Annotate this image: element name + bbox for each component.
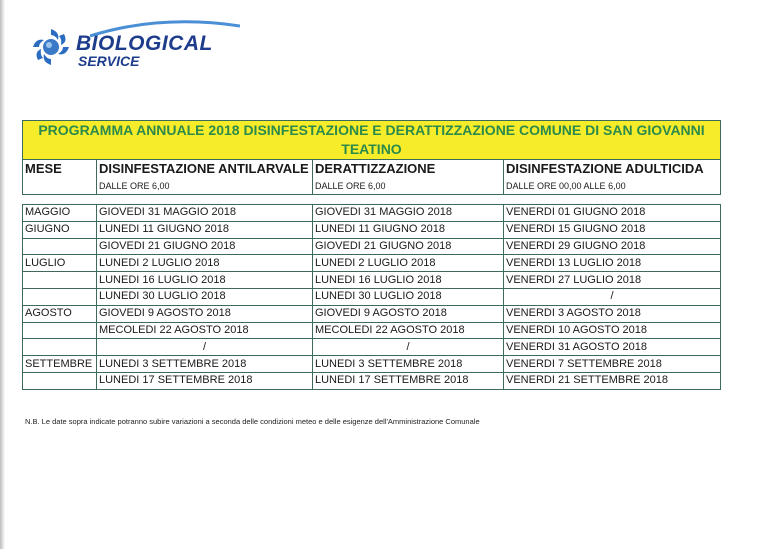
header-sub: DALLE ORE 00,00 ALLE 6,00 bbox=[506, 181, 626, 191]
cell-antilarvale: MECOLEDI 22 AGOSTO 2018 bbox=[97, 322, 313, 339]
biological-service-logo bbox=[30, 18, 230, 70]
cell-adulticida: / bbox=[504, 288, 721, 305]
cell-mese bbox=[23, 339, 97, 356]
cell-adulticida: VENERDI 27 LUGLIO 2018 bbox=[504, 272, 721, 289]
cell-antilarvale: GIOVEDI 21 GIUGNO 2018 bbox=[97, 238, 313, 255]
footnote: N.B. Le date sopra indicate potranno subire variazioni a seconda delle condizioni meteo e delle esigenze dell'Amministrazione Comunale bbox=[25, 417, 480, 426]
header-label: DISINFESTAZIONE ADULTICIDA bbox=[506, 161, 704, 176]
cell-derattizzazione: LUNEDI 2 LUGLIO 2018 bbox=[313, 255, 504, 272]
cell-derattizzazione: GIOVEDI 9 AGOSTO 2018 bbox=[313, 305, 504, 322]
table-row bbox=[23, 322, 721, 339]
cell-mese bbox=[23, 238, 97, 255]
cell-mese bbox=[23, 322, 97, 339]
swirl-logo-icon bbox=[30, 26, 72, 68]
cell-mese bbox=[23, 372, 97, 389]
cell-antilarvale: LUNEDI 2 LUGLIO 2018 bbox=[97, 255, 313, 272]
header-mese bbox=[23, 160, 97, 195]
cell-mese: SETTEMBRE bbox=[23, 356, 97, 373]
table-row bbox=[23, 255, 721, 272]
table-row bbox=[23, 339, 721, 356]
cell-adulticida: VENERDI 01 GIUGNO 2018 bbox=[504, 205, 721, 222]
cell-antilarvale: LUNEDI 11 GIUGNO 2018 bbox=[97, 221, 313, 238]
cell-derattizzazione: LUNEDI 11 GIUGNO 2018 bbox=[313, 221, 504, 238]
cell-antilarvale: GIOVEDI 31 MAGGIO 2018 bbox=[97, 205, 313, 222]
header-derattizzazione bbox=[313, 160, 504, 195]
header-antilarvale bbox=[97, 160, 313, 195]
cell-adulticida: VENERDI 29 GIUGNO 2018 bbox=[504, 238, 721, 255]
header-sub: DALLE ORE 6,00 bbox=[315, 181, 386, 191]
cell-derattizzazione: GIOVEDI 21 GIUGNO 2018 bbox=[313, 238, 504, 255]
table-title bbox=[23, 121, 721, 160]
cell-adulticida: VENERDI 21 SETTEMBRE 2018 bbox=[504, 372, 721, 389]
schedule-header-table bbox=[22, 120, 721, 195]
cell-mese: AGOSTO bbox=[23, 305, 97, 322]
logo-text-biological: BIOLOGICAL bbox=[76, 32, 213, 55]
table-row bbox=[23, 205, 721, 222]
cell-mese: LUGLIO bbox=[23, 255, 97, 272]
table-row bbox=[23, 372, 721, 389]
title-line-2: TEATINO bbox=[341, 141, 402, 157]
cell-derattizzazione: LUNEDI 16 LUGLIO 2018 bbox=[313, 272, 504, 289]
cell-mese bbox=[23, 272, 97, 289]
header-label: DISINFESTAZIONE ANTILARVALE bbox=[99, 161, 309, 176]
cell-antilarvale: LUNEDI 30 LUGLIO 2018 bbox=[97, 288, 313, 305]
cell-derattizzazione: MECOLEDI 22 AGOSTO 2018 bbox=[313, 322, 504, 339]
table-row bbox=[23, 221, 721, 238]
cell-derattizzazione: GIOVEDI 31 MAGGIO 2018 bbox=[313, 205, 504, 222]
header-label: DERATTIZZAZIONE bbox=[315, 161, 436, 176]
table-row bbox=[23, 305, 721, 322]
cell-adulticida: VENERDI 7 SETTEMBRE 2018 bbox=[504, 356, 721, 373]
header-adulticida bbox=[504, 160, 721, 195]
cell-derattizzazione: / bbox=[313, 339, 504, 356]
cell-mese: MAGGIO bbox=[23, 205, 97, 222]
schedule-table bbox=[22, 204, 721, 390]
cell-adulticida: VENERDI 15 GIUGNO 2018 bbox=[504, 221, 721, 238]
title-line-1: PROGRAMMA ANNUALE 2018 DISINFESTAZIONE E DERATTIZZAZIONE COMUNE DI SAN GIOVANNI bbox=[38, 122, 705, 138]
cell-mese bbox=[23, 288, 97, 305]
cell-antilarvale: / bbox=[97, 339, 313, 356]
scan-edge bbox=[0, 0, 5, 549]
cell-derattizzazione: LUNEDI 3 SETTEMBRE 2018 bbox=[313, 356, 504, 373]
table-row bbox=[23, 356, 721, 373]
logo-text-service: SERVICE bbox=[78, 53, 140, 69]
cell-derattizzazione: LUNEDI 17 SETTEMBRE 2018 bbox=[313, 372, 504, 389]
cell-antilarvale: LUNEDI 17 SETTEMBRE 2018 bbox=[97, 372, 313, 389]
header-sub: DALLE ORE 6,00 bbox=[99, 181, 170, 191]
cell-derattizzazione: LUNEDI 30 LUGLIO 2018 bbox=[313, 288, 504, 305]
cell-adulticida: VENERDI 3 AGOSTO 2018 bbox=[504, 305, 721, 322]
cell-adulticida: VENERDI 31 AGOSTO 2018 bbox=[504, 339, 721, 356]
table-row bbox=[23, 272, 721, 289]
table-row bbox=[23, 238, 721, 255]
cell-mese: GIUGNO bbox=[23, 221, 97, 238]
cell-antilarvale: GIOVEDI 9 AGOSTO 2018 bbox=[97, 305, 313, 322]
header-label: MESE bbox=[25, 161, 62, 176]
cell-antilarvale: LUNEDI 16 LUGLIO 2018 bbox=[97, 272, 313, 289]
cell-adulticida: VENERDI 10 AGOSTO 2018 bbox=[504, 322, 721, 339]
cell-antilarvale: LUNEDI 3 SETTEMBRE 2018 bbox=[97, 356, 313, 373]
cell-adulticida: VENERDI 13 LUGLIO 2018 bbox=[504, 255, 721, 272]
table-row bbox=[23, 288, 721, 305]
